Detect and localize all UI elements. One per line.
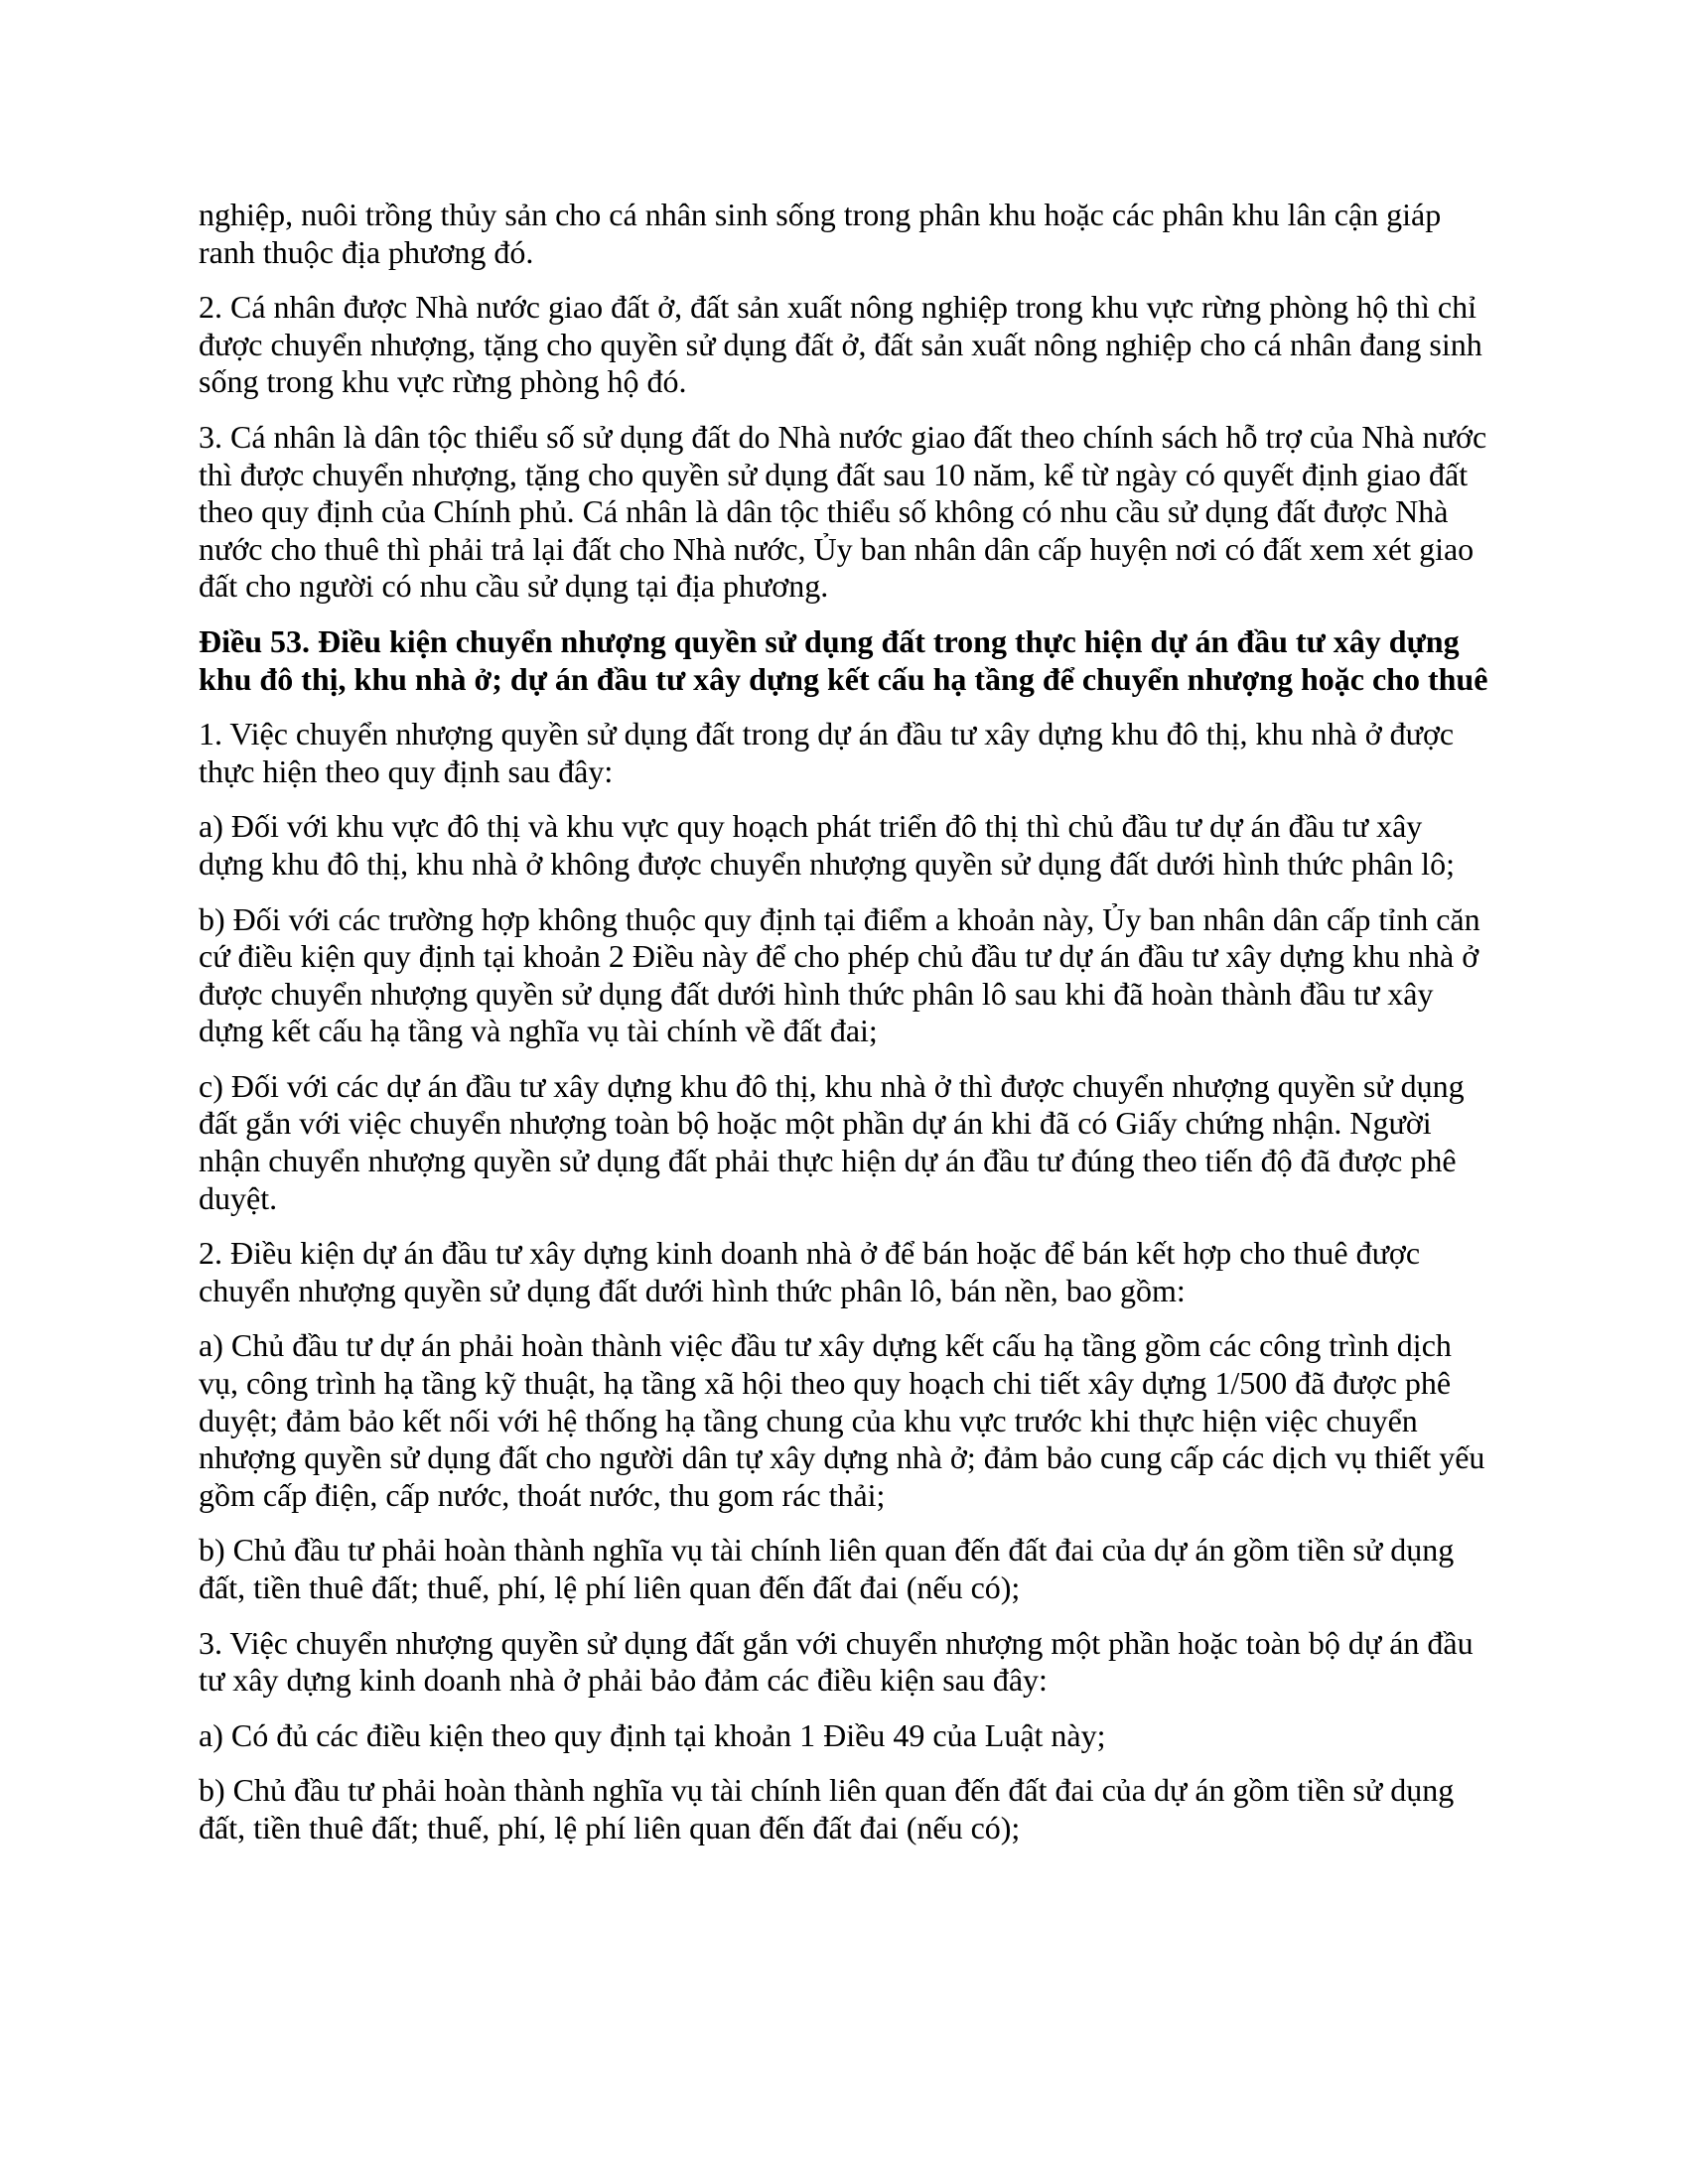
paragraph-53-clause-2: 2. Điều kiện dự án đầu tư xây dựng kinh doanh nhà ở để bán hoặc để bán kết hợp cho thuê được chuyển nhượng quyền sử dụng đất dưới hình thức phân lô, bán nền, bao gồm:: [199, 1235, 1421, 1308]
paragraph-53-1c: c) Đối với các dự án đầu tư xây dựng khu đô thị, khu nhà ở thì được chuyển nhượng quyền sử dụng đất gắn với việc chuyển nhượng toàn bộ hoặc một phần dự án khi đã có Giấy chứng nhận. Người nhận chuyển nhượng quyền sử dụng đất phải thực hiện dự án đầu tư đúng theo tiến độ đã được phê duyệt.: [199, 1067, 1465, 1216]
paragraph-53-3a: a) Có đủ các điều kiện theo quy định tại khoản 1 Điều 49 của Luật này;: [199, 1716, 1106, 1753]
paragraph-53-2a: a) Chủ đầu tư dự án phải hoàn thành việc đầu tư xây dựng kết cấu hạ tầng gồm các công trình dịch vụ, công trình hạ tầng kỹ thuật, hạ tầng xã hội theo quy hoạch chi tiết xây dựng 1/500 đã được phê duyệt; đảm bảo kết nối với hệ thống hạ tầng chung của khu vực trước khi thực hiện việc chuyển nhượng quyền sử dụng đất cho người dân tự xây dựng nhà ở; đảm bảo cung cấp các dịch vụ thiết yếu gồm cấp điện, cấp nước, thoát nước, thu gom rác thải;: [199, 1327, 1485, 1513]
paragraph-53-1b: b) Đối với các trường hợp không thuộc quy định tại điểm a khoản này, Ủy ban nhân dân cấp tỉnh căn cứ điều kiện quy định tại khoản 2 Điều này để cho phép chủ đầu tư dự án đầu tư xây dựng khu nhà ở được chuyển nhượng quyền sử dụng đất dưới hình thức phân lô sau khi đã hoàn thành đầu tư xây dựng kết cấu hạ tầng và nghĩa vụ tài chính về đất đai;: [199, 900, 1480, 1049]
paragraph-clause-2: 2. Cá nhân được Nhà nước giao đất ở, đất sản xuất nông nghiệp trong khu vực rừng phòng hộ thì chỉ được chuyển nhượng, tặng cho quyền sử dụng đất ở, đất sản xuất nông nghiệp cho cá nhân đang sinh sống trong khu vực rừng phòng hộ đó.: [199, 289, 1482, 400]
paragraph-53-clause-3: 3. Việc chuyển nhượng quyền sử dụng đất gắn với chuyển nhượng một phần hoặc toàn bộ dự án đầu tư xây dựng kinh doanh nhà ở phải bảo đảm các điều kiện sau đây:: [199, 1624, 1474, 1699]
article-53-heading: Điều 53. Điều kiện chuyển nhượng quyền sử dụng đất trong thực hiện dự án đầu tư xây dựng khu đô thị, khu nhà ở; dự án đầu tư xây dựng kết cấu hạ tầng để chuyển nhượng hoặc cho thuê: [199, 622, 1488, 697]
paragraph-53-1a: a) Đối với khu vực đô thị và khu vực quy hoạch phát triển đô thị thì chủ đầu tư dự án đầu tư xây dựng khu đô thị, khu nhà ở không được chuyển nhượng quyền sử dụng đất dưới hình thức phân lô;: [199, 808, 1455, 882]
document-page: [199, 197, 1494, 1865]
paragraph-clause-3: 3. Cá nhân là dân tộc thiểu số sử dụng đất do Nhà nước giao đất theo chính sách hỗ trợ của Nhà nước thì được chuyển nhượng, tặng cho quyền sử dụng đất sau 10 năm, kể từ ngày có quyết định giao đất theo quy định của Chính phủ. Cá nhân là dân tộc thiểu số không có nhu cầu sử dụng đất được Nhà nước cho thuê thì phải trả lại đất cho Nhà nước, Ủy ban nhân dân cấp huyện nơi có đất xem xét giao đất cho người có nhu cầu sử dụng tại địa phương.: [199, 418, 1487, 605]
paragraph-53-2b: b) Chủ đầu tư phải hoàn thành nghĩa vụ tài chính liên quan đến đất đai của dự án gồm tiền sử dụng đất, tiền thuê đất; thuế, phí, lệ phí liên quan đến đất đai (nếu có);: [199, 1532, 1455, 1605]
paragraph-continuation: nghiệp, nuôi trồng thủy sản cho cá nhân sinh sống trong phân khu hoặc các phân khu lân cận giáp ranh thuộc địa phương đó.: [199, 197, 1442, 270]
paragraph-53-3b: b) Chủ đầu tư phải hoàn thành nghĩa vụ tài chính liên quan đến đất đai của dự án gồm tiền sử dụng đất, tiền thuê đất; thuế, phí, lệ phí liên quan đến đất đai (nếu có);: [199, 1772, 1455, 1845]
paragraph-53-clause-1: 1. Việc chuyển nhượng quyền sử dụng đất trong dự án đầu tư xây dựng khu đô thị, khu nhà ở được thực hiện theo quy định sau đây:: [199, 716, 1455, 789]
